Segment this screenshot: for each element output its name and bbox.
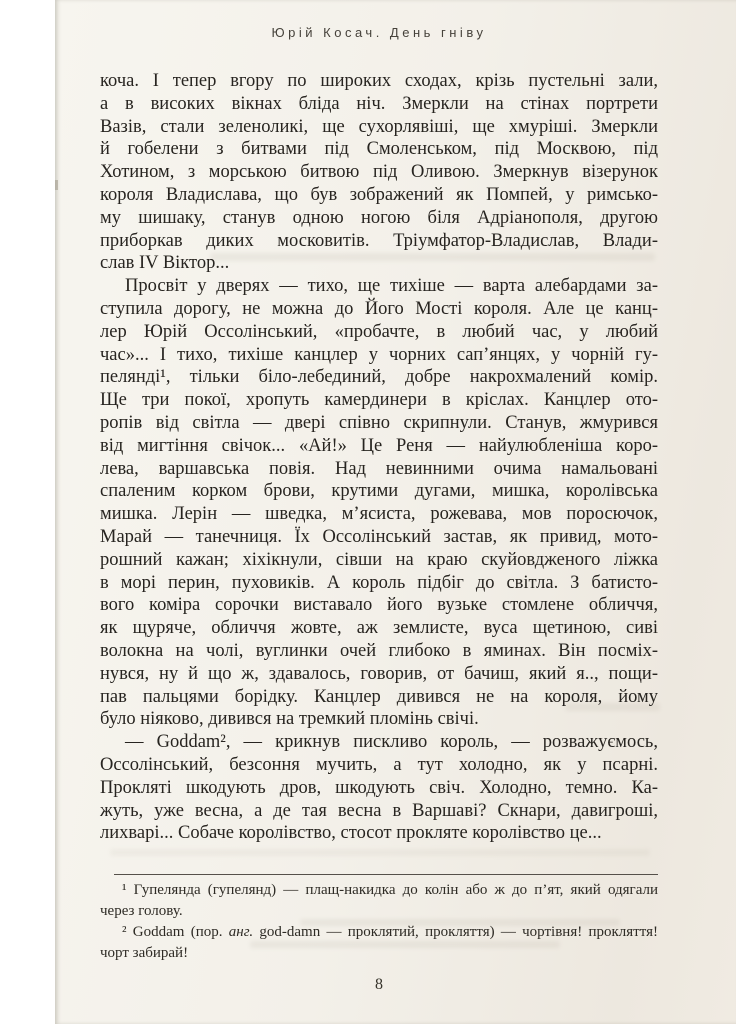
footnote xyxy=(100,922,658,964)
text-line: Оссолінський, безсоння мучить, а тут холодно, як у псарні. xyxy=(100,754,658,775)
text-line: ступила дорогу, не можна до Його Мості короля. Але це канц- xyxy=(100,298,658,319)
text-line: час»... І тихо, тихіше канцлер у чорних сап’янцях, у чорній гу- xyxy=(100,344,658,365)
text-line: нувся, ну й що ж, здавалось, говорив, от бачиш, який я.., пощи- xyxy=(100,663,658,684)
footnote-line: ¹ Гупелянда (гупелянд) — плащ-накидка до колін або ж до п’ят, який одягали xyxy=(122,882,658,898)
text-line: приборкав диких московитів. Тріумфатор-Владислав, Влади- xyxy=(100,230,658,251)
text-line: жуть, уже весна, а де тая весна в Варшаві? Скнари, давигроші, xyxy=(100,800,658,821)
running-head: Юрій Косач. День гніву xyxy=(271,25,487,40)
text-line: Вазів, стали зеленоликі, ще сухорлявіші, ще хмуріші. Змеркли xyxy=(100,116,658,137)
text-line: від мигтіння свічок... «Ай!» Це Реня — найулюбленіша коро- xyxy=(100,435,658,456)
text-line: му шишаку, станув одною ногою біля Адріанополя, другою xyxy=(100,207,658,228)
footnote xyxy=(100,880,658,922)
text-line: в морі перин, пуховиків. А король підбіг до світла. З батисто- xyxy=(100,572,658,593)
text-column xyxy=(100,0,658,1024)
footnote-line: чорт забирай! xyxy=(100,945,189,961)
text-line: лер Юрій Оссолінський, «пробачте, в любий час, у любий xyxy=(100,321,658,342)
text-line: волокна на чолі, вуглинки очей глибоко в яминах. Він посміх- xyxy=(100,640,658,661)
text-line: лихварі... Собаче королівство, стосот прокляте королівство це... xyxy=(100,823,602,844)
text-line: пелянді¹, тільки біло-лебединий, добре накрохмалений комір. xyxy=(100,367,658,388)
text-line: спаленим корком брови, крутими дугами, мишка, королівська xyxy=(100,481,658,502)
text-line: коча. І тепер вгору по широких сходах, крізь пустельні зали, xyxy=(100,71,658,91)
page-number: 8 xyxy=(375,976,383,993)
footnotes xyxy=(100,880,658,964)
text-line: слав IV Віктор... xyxy=(100,253,230,274)
footnote-line: ² Goddam (пор. анг. god-damn — проклятий, прокляття) — чортівня! прокляття! xyxy=(122,924,658,940)
footnote-line: через голову. xyxy=(100,903,183,919)
book-page xyxy=(55,0,736,1024)
text-line: лева, варшавська повія. Над невинними очима намальовані xyxy=(100,458,658,479)
text-line: мишка. Лерін — шведка, м’ясиста, рожевава, мов поросючок, xyxy=(100,504,658,525)
footnote-separator xyxy=(114,874,658,875)
text-line: вого коміра сорочки виставало його вузьке стомлене обличчя, xyxy=(100,595,658,616)
text-line: як щуряче, обличчя жовте, аж землисте, вуса щетиною, сиві xyxy=(100,618,658,639)
text-line: — Goddam², — крикнув пискливо король, — розважуємось, xyxy=(125,732,658,753)
text-line: Просвіт у дверях — тихо, ще тихіше — варта алебардами за- xyxy=(125,276,658,297)
text-line: ропів від світла — двері співно скрипнули. Станув, жмурився xyxy=(100,412,658,433)
text-line: а в високих вікнах бліда ніч. Змеркли на стінах портрети xyxy=(100,93,658,114)
scan-speck xyxy=(55,180,58,190)
text-line: пав пальцями борідку. Канцлер дивився не на короля, йому xyxy=(100,686,658,707)
paragraph xyxy=(100,275,658,731)
text-line: рошний кажан; хіхікнули, сівши на краю скуйовдженого ліжка xyxy=(100,549,658,570)
paragraph xyxy=(100,731,658,845)
text-line: короля Владислава, що був зображений як Помпей, у римсько- xyxy=(100,184,658,205)
text-line: Ще три покої, хропуть камердинери в кріслах. Канцлер ото- xyxy=(100,390,658,411)
paragraph xyxy=(100,70,658,275)
text-line: й гобелени з битвами під Смоленськом, під Москвою, під xyxy=(100,139,658,160)
text-line: було ніяково, дивився на тремкий пломінь свічі. xyxy=(100,709,479,730)
text-line: Хотином, з морською битвою під Оливою. Змеркнув візерунок xyxy=(100,162,658,183)
body-text xyxy=(100,70,658,845)
text-line: Марай — танечниця. Їх Оссолінський застав, як привид, мото- xyxy=(100,526,658,547)
text-line: Прокляті шкодують дров, шкодують свіч. Холодно, темно. Ка- xyxy=(100,777,658,798)
